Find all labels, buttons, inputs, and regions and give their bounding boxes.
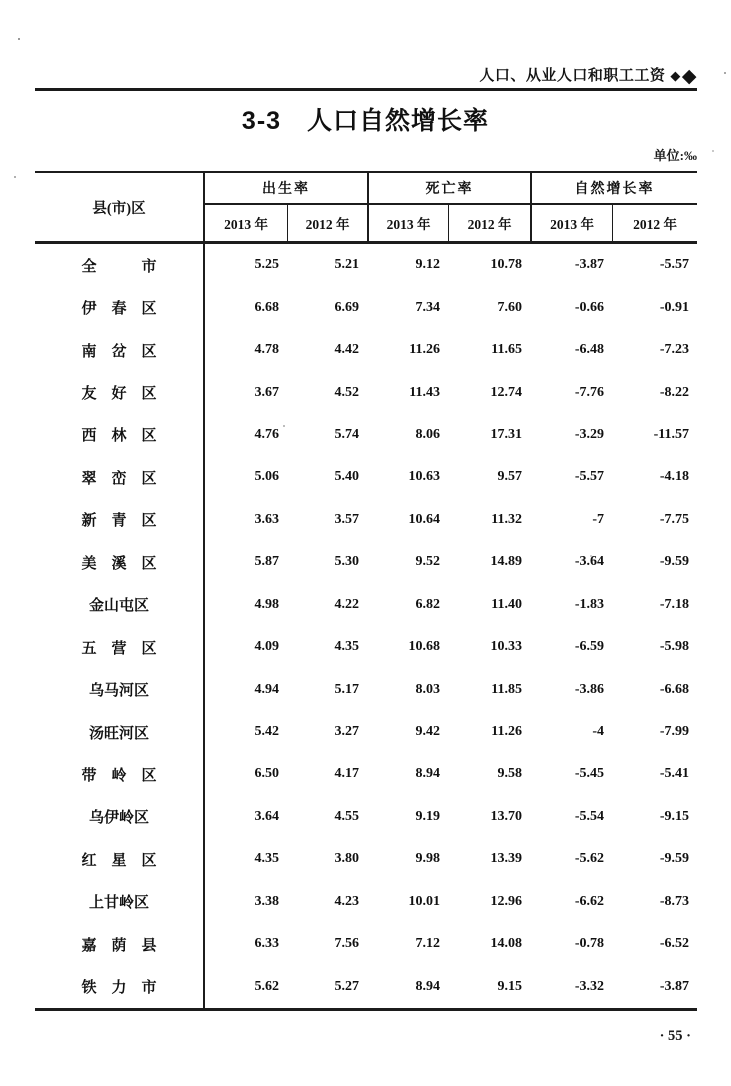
value-cell: 8.06 (415, 426, 440, 442)
value-cell: -3.87 (574, 257, 604, 273)
value-cell: -4.18 (659, 469, 689, 485)
value-cell: 14.89 (490, 554, 522, 570)
value-cell: 12.74 (490, 384, 522, 400)
scan-speckles (0, 0, 2, 2)
value-cell: -6.68 (659, 681, 689, 697)
diamond-icon: ◆ (670, 69, 681, 84)
value-cell: 5.06 (254, 469, 279, 485)
table-row (35, 668, 697, 710)
value-cell: 10.63 (408, 469, 440, 485)
value-cell: -7.75 (659, 511, 689, 527)
value-cell: 13.70 (490, 808, 522, 824)
value-cell: -7.99 (659, 724, 689, 740)
value-cell: 9.42 (415, 724, 440, 740)
section-header-text: 人口、从业人口和职工工资 (479, 67, 666, 84)
value-cell: 11.65 (491, 342, 522, 358)
value-cell: -6.52 (659, 936, 689, 952)
value-cell: 5.74 (334, 426, 359, 442)
table-row (35, 881, 697, 923)
value-cell: -7 (592, 511, 604, 527)
value-cell: -5.57 (574, 469, 604, 485)
value-cell: -0.91 (659, 299, 689, 315)
table-row (35, 456, 697, 498)
table-row (35, 541, 697, 583)
region-name-cell: 南 岔 区 (35, 329, 205, 371)
value-cell: 8.03 (415, 681, 440, 697)
year-header: 2012 年 (448, 205, 530, 241)
value-cell: 9.12 (415, 257, 440, 273)
region-name-cell: 铁 力 市 (35, 965, 205, 1007)
value-cell: 10.78 (490, 257, 522, 273)
value-cell: 3.38 (254, 893, 279, 909)
group-header-row (205, 173, 697, 205)
value-cell: 3.27 (334, 724, 359, 740)
value-cell: 4.78 (254, 342, 279, 358)
value-cell: -5.98 (659, 639, 689, 655)
value-cell: 3.57 (334, 511, 359, 527)
value-cell: 3.67 (254, 384, 279, 400)
value-cell: 17.31 (490, 426, 522, 442)
value-cell: 14.08 (490, 936, 522, 952)
region-name-cell: 金山屯区 (35, 584, 205, 626)
region-name-cell: 嘉 荫 县 (35, 923, 205, 965)
value-cell: 12.96 (490, 893, 522, 909)
statistics-table (35, 171, 697, 1011)
unit-label: 单位:‰ (653, 148, 697, 163)
header-rule (35, 88, 697, 91)
table-row (35, 753, 697, 795)
value-cell: 9.98 (415, 851, 440, 867)
region-name-cell: 五 营 区 (35, 626, 205, 668)
value-cell: 7.12 (415, 936, 440, 952)
value-cell: 4.55 (334, 808, 359, 824)
value-cell: -5.62 (574, 851, 604, 867)
value-cell: 5.27 (334, 978, 359, 994)
value-cell: -3.87 (659, 978, 689, 994)
year-header: 2013 年 (367, 205, 448, 241)
value-cell: 4.42 (334, 342, 359, 358)
value-cell: 4.23 (334, 893, 359, 909)
region-name-cell: 伊 春 区 (35, 286, 205, 328)
value-cell: 10.64 (408, 511, 440, 527)
region-name-cell: 红 星 区 (35, 838, 205, 880)
value-cell: -6.62 (574, 893, 604, 909)
page-number: · 55 · (659, 1028, 691, 1044)
value-cell: -5.41 (659, 766, 689, 782)
table-row (35, 286, 697, 328)
value-cell: 3.80 (334, 851, 359, 867)
value-cell: 9.19 (415, 808, 440, 824)
value-cell: -0.66 (574, 299, 604, 315)
value-cell: 4.76 (254, 426, 279, 442)
table-row (35, 965, 697, 1007)
value-cell: -3.29 (574, 426, 604, 442)
region-name-cell: 西 林 区 (35, 414, 205, 456)
value-cell: 5.87 (254, 554, 279, 570)
value-cell: 11.43 (409, 384, 440, 400)
value-cell: 7.56 (334, 936, 359, 952)
value-cell: 4.94 (254, 681, 279, 697)
region-name-cell: 新 青 区 (35, 499, 205, 541)
value-cell: 9.57 (497, 469, 522, 485)
value-cell: -6.48 (574, 342, 604, 358)
table-header (35, 173, 697, 244)
value-cell: 8.94 (415, 978, 440, 994)
value-cell: 10.68 (408, 639, 440, 655)
table-row (35, 584, 697, 626)
value-cell: 5.40 (334, 469, 359, 485)
value-cell: -1.83 (574, 596, 604, 612)
group-header-death-rate: 死亡率 (367, 173, 530, 203)
region-name-cell: 友 好 区 (35, 371, 205, 413)
table-row (35, 371, 697, 413)
value-cell: 11.26 (409, 342, 440, 358)
value-cell: 3.64 (254, 808, 279, 824)
region-name-cell: 全 市 (35, 244, 205, 286)
value-cell: 8.94 (415, 766, 440, 782)
table-body (35, 244, 697, 1008)
value-cell: 13.39 (490, 851, 522, 867)
value-cell: 11.32 (491, 511, 522, 527)
table-row (35, 923, 697, 965)
table-row (35, 796, 697, 838)
value-cell: 9.52 (415, 554, 440, 570)
value-cell: 6.50 (254, 766, 279, 782)
value-cell: -8.73 (659, 893, 689, 909)
value-cell: -7.18 (659, 596, 689, 612)
diamond-icon: ◆ (681, 65, 697, 87)
value-cell: 9.15 (497, 978, 522, 994)
region-name-cell: 乌马河区 (35, 668, 205, 710)
value-cell: -8.22 (659, 384, 689, 400)
value-cell: 3.63 (254, 511, 279, 527)
value-cell: 6.33 (254, 936, 279, 952)
value-cell: -9.59 (659, 851, 689, 867)
group-header-birth-rate: 出生率 (262, 182, 310, 197)
row-header-cell: 县(市)区 (35, 173, 205, 241)
value-cell: -7.23 (659, 342, 689, 358)
table-row (35, 499, 697, 541)
value-cell: 5.21 (334, 257, 359, 273)
value-cell: 5.30 (334, 554, 359, 570)
value-cell: 6.69 (334, 299, 359, 315)
value-cell: -9.15 (659, 808, 689, 824)
value-cell: 4.22 (334, 596, 359, 612)
value-cell: -5.45 (574, 766, 604, 782)
value-cell: -7.76 (574, 384, 604, 400)
group-header-natural-growth-rate: 自然增长率 (530, 173, 697, 203)
value-cell: 5.62 (254, 978, 279, 994)
value-cell: -11.57 (653, 426, 689, 442)
value-cell: 5.25 (254, 257, 279, 273)
value-cell: 4.98 (254, 596, 279, 612)
region-name-cell: 带 岭 区 (35, 753, 205, 795)
year-header: 2012 年 (287, 205, 367, 241)
table-row (35, 414, 697, 456)
section-header (35, 64, 697, 87)
value-cell: 11.40 (491, 596, 522, 612)
value-cell: 4.35 (334, 639, 359, 655)
value-cell: -3.64 (574, 554, 604, 570)
value-cell: -5.54 (574, 808, 604, 824)
table-row (35, 626, 697, 668)
value-cell: 7.34 (415, 299, 440, 315)
table-row (35, 244, 697, 286)
value-cell: -9.59 (659, 554, 689, 570)
value-cell: 4.35 (254, 851, 279, 867)
value-cell: 4.52 (334, 384, 359, 400)
value-cell: -5.57 (659, 257, 689, 273)
region-name-cell: 翠 峦 区 (35, 456, 205, 498)
table-row (35, 838, 697, 880)
region-name-cell: 汤旺河区 (35, 711, 205, 753)
value-cell: -3.32 (574, 978, 604, 994)
value-cell: -6.59 (574, 639, 604, 655)
year-header: 2013 年 (224, 217, 268, 232)
value-cell: 6.82 (415, 596, 440, 612)
table-row (35, 711, 697, 753)
year-header: 2013 年 (530, 205, 612, 241)
value-cell: 10.01 (408, 893, 440, 909)
value-cell: -3.86 (574, 681, 604, 697)
region-name-cell: 乌伊岭区 (35, 796, 205, 838)
year-header: 2012 年 (612, 205, 697, 241)
value-cell: 5.42 (254, 724, 279, 740)
value-cell: 10.33 (490, 639, 522, 655)
value-cell: -0.78 (574, 936, 604, 952)
value-cell: 6.68 (254, 299, 279, 315)
table-header-right (205, 173, 697, 241)
value-cell: -4 (592, 724, 604, 740)
page-title: 3-3 人口自然增长率 (241, 107, 490, 135)
value-cell: 4.09 (254, 639, 279, 655)
value-cell: 5.17 (334, 681, 359, 697)
region-name-cell: 上甘岭区 (35, 881, 205, 923)
region-name-cell: 美 溪 区 (35, 541, 205, 583)
table-row (35, 329, 697, 371)
value-cell: 11.85 (491, 681, 522, 697)
value-cell: 11.26 (491, 724, 522, 740)
value-cell: 9.58 (497, 766, 522, 782)
value-cell: 4.17 (334, 766, 359, 782)
year-header-row (205, 205, 697, 241)
value-cell: 7.60 (497, 299, 522, 315)
